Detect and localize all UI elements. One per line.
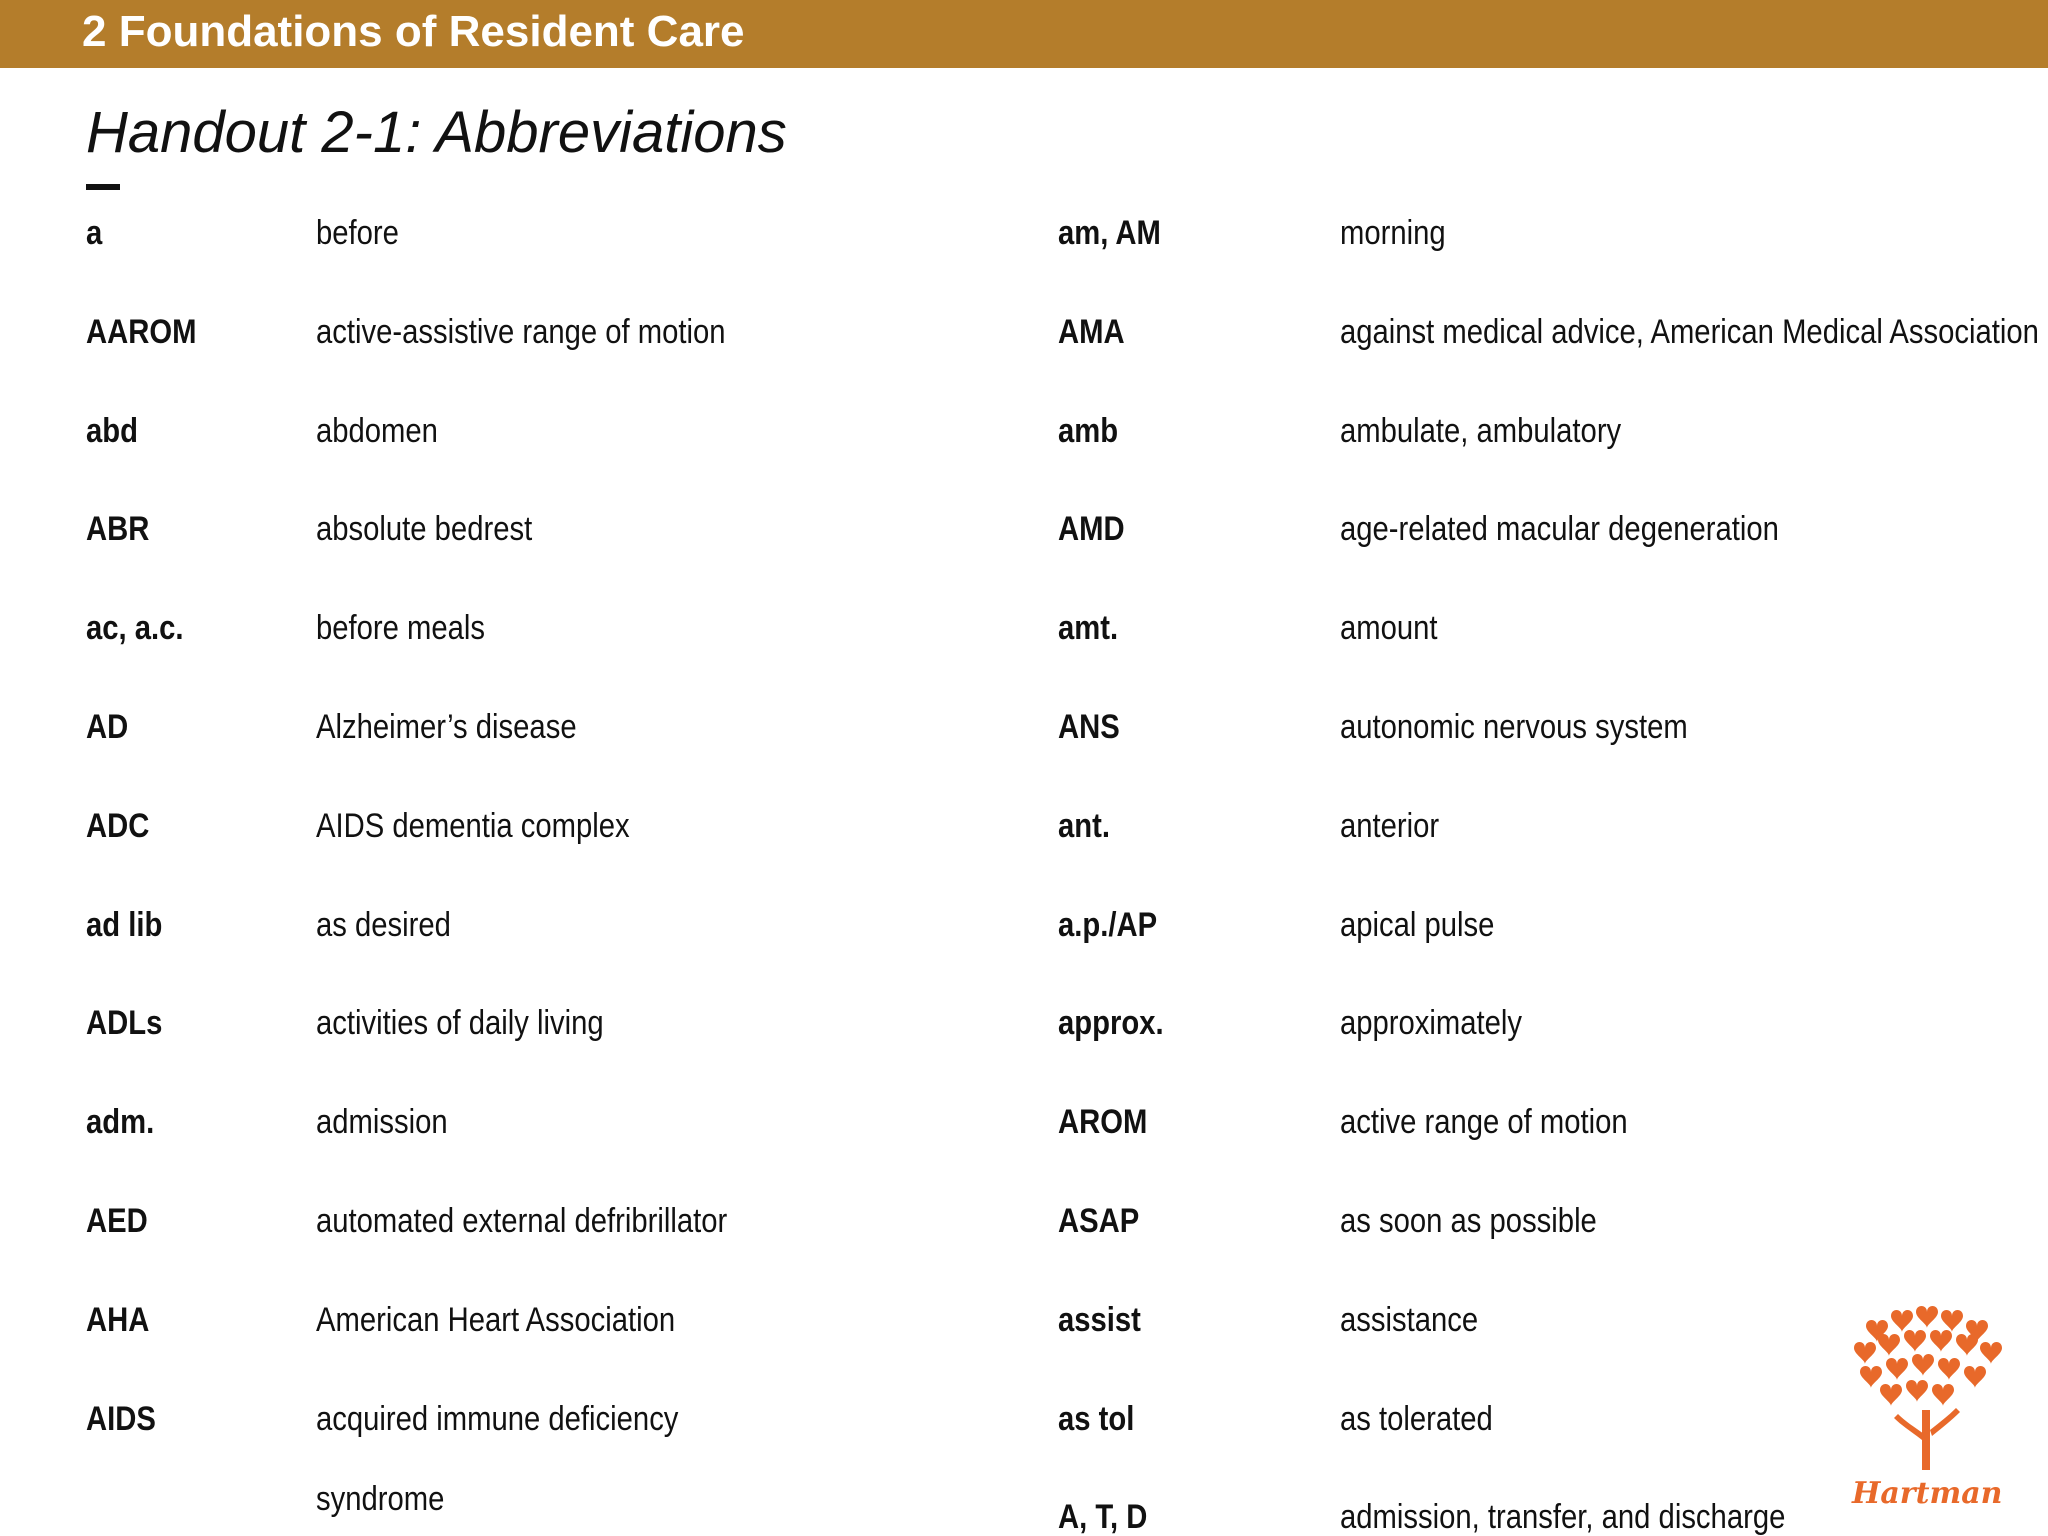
abbreviation-term: ad lib xyxy=(86,905,163,944)
abbreviation-meaning: admission, transfer, and discharge xyxy=(1340,1498,1786,1536)
abbreviation-meaning: acquired immune deficiency xyxy=(316,1399,679,1438)
abbreviation-term: ADC xyxy=(86,806,150,845)
abbreviation-term: ant. xyxy=(1058,806,1110,845)
abbreviation-meaning: morning xyxy=(1340,214,1446,252)
abbreviation-meaning: as tolerated xyxy=(1340,1399,1493,1438)
abbreviation-term: am, AM xyxy=(1058,214,1161,252)
chapter-title: 2 Foundations of Resident Care xyxy=(82,7,745,56)
abbreviation-meaning-continued: syndrome xyxy=(316,1479,445,1518)
abbreviation-meaning: assistance xyxy=(1340,1300,1479,1339)
abbreviation-meaning: ambulate, ambulatory xyxy=(1340,411,1622,450)
abbreviation-term: adm. xyxy=(86,1103,155,1142)
abbreviation-term: a xyxy=(86,214,103,252)
abbreviation-meaning: Alzheimer’s disease xyxy=(316,707,577,746)
abbreviation-meaning: AIDS dementia complex xyxy=(316,806,630,845)
abbreviation-meaning: against medical advice, American Medical Association xyxy=(1340,312,2039,351)
abbreviation-meaning: automated external defribrillator xyxy=(316,1201,728,1240)
abbreviation-meaning: activities of daily living xyxy=(316,1004,604,1043)
abbreviation-meaning: as desired xyxy=(316,905,451,944)
handout-title: Handout 2-1: Abbreviations xyxy=(86,100,787,165)
abbreviation-term: AMD xyxy=(1058,510,1125,549)
abbreviation-meaning: approximately xyxy=(1340,1004,1523,1043)
abbreviation-meaning: age-related macular degeneration xyxy=(1340,510,1779,549)
abbreviation-meaning: admission xyxy=(316,1103,448,1142)
abbreviation-term: AED xyxy=(86,1201,148,1240)
abbreviation-term: abd xyxy=(86,411,138,450)
abbreviation-term: A, T, D xyxy=(1058,1498,1148,1536)
abbreviation-meaning: anterior xyxy=(1340,806,1440,845)
abbreviation-meaning: autonomic nervous system xyxy=(1340,707,1688,746)
abbreviation-meaning: as soon as possible xyxy=(1340,1201,1597,1240)
abbreviation-term: AAROM xyxy=(86,312,197,351)
abbreviation-term: amb xyxy=(1058,411,1119,450)
abbreviation-term: ac, a.c. xyxy=(86,609,184,648)
abbreviation-term: a.p./AP xyxy=(1058,905,1158,944)
abbreviation-term: AHA xyxy=(86,1300,150,1339)
abbreviation-meaning: amount xyxy=(1340,609,1438,648)
abbreviation-term: AIDS xyxy=(86,1399,156,1438)
hartman-logo: Hartman xyxy=(1852,1476,2003,1511)
abbreviation-meaning: before meals xyxy=(316,609,486,648)
title-underline-dash xyxy=(86,184,120,190)
abbreviation-meaning: active-assistive range of motion xyxy=(316,312,726,351)
abbreviation-term: ABR xyxy=(86,510,150,549)
abbreviation-meaning: abdomen xyxy=(316,411,438,450)
abbreviation-meaning: apical pulse xyxy=(1340,905,1495,944)
abbreviation-term: assist xyxy=(1058,1300,1141,1339)
abbreviation-term: ANS xyxy=(1058,707,1120,746)
abbreviation-term: ADLs xyxy=(86,1004,163,1043)
abbreviation-term: amt. xyxy=(1058,609,1119,648)
abbreviation-term: approx. xyxy=(1058,1004,1164,1043)
abbreviation-term: AD xyxy=(86,707,129,746)
header-bar xyxy=(0,0,2048,68)
abbreviation-term: ASAP xyxy=(1058,1201,1140,1240)
abbreviation-term: AMA xyxy=(1058,312,1125,351)
abbreviation-term: AROM xyxy=(1058,1103,1148,1142)
abbreviation-meaning: absolute bedrest xyxy=(316,510,533,549)
abbreviation-meaning: American Heart Association xyxy=(316,1300,676,1339)
abbreviation-meaning: before xyxy=(316,214,399,252)
abbreviation-term: as tol xyxy=(1058,1399,1135,1438)
abbreviation-meaning: active range of motion xyxy=(1340,1103,1628,1142)
